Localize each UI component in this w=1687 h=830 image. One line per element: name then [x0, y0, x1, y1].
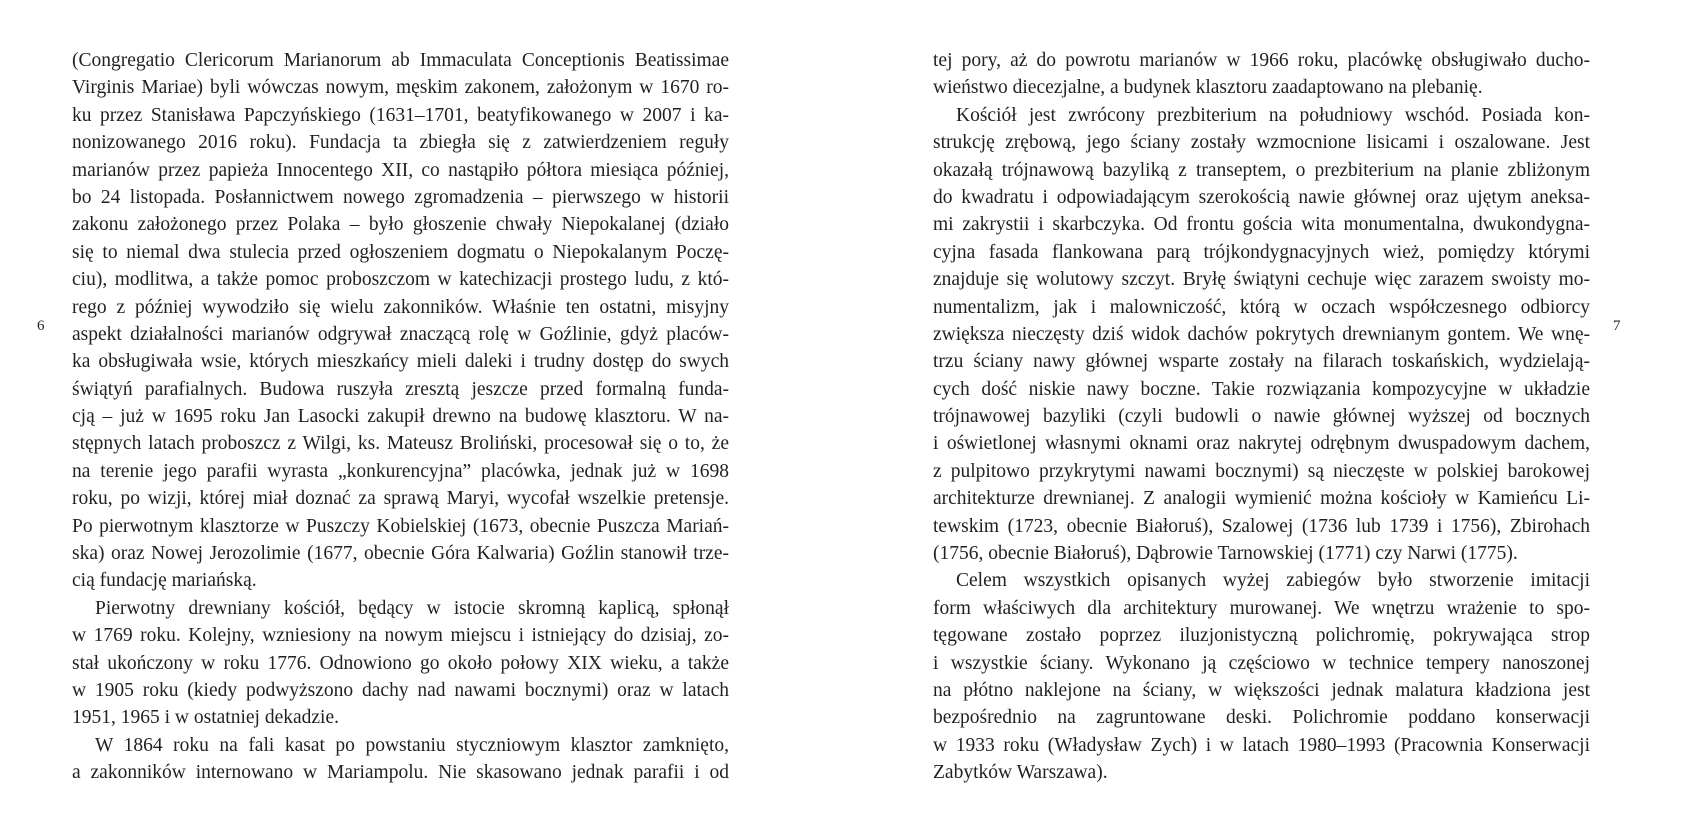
text-line: ku przez Stanisława Papczyńskiego (1631–1701, beatyfikowanego w 2007 i ka- — [72, 104, 729, 126]
text-line: stał ukończony w roku 1776. Odnowiono go około połowy XIX wieku, a także — [72, 652, 729, 674]
text-line: architekturze drewnianej. Z analogii wymienić można kościoły w Kamieńcu Li- — [933, 488, 1590, 510]
text-line: Pierwotny drewniany kościół, będący w istocie skromną kaplicą, spłonął — [95, 597, 729, 619]
text-line: stępnych latach proboszcz z Wilgi, ks. Mateusz Broliński, procesował się o to, że — [72, 433, 729, 455]
text-line: w 1769 roku. Kolejny, wzniesiony na nowym miejscu i istniejący do dzisiaj, zo- — [72, 625, 729, 647]
text-line: Celem wszystkich opisanych wyżej zabiegów było stworzenie imitacji — [956, 570, 1590, 592]
text-line: ska) oraz Nowej Jerozolimie (1677, obecnie Góra Kalwaria) Goźlin stanowił trze- — [72, 543, 729, 565]
text-line: znajduje się wolutowy szczyt. Bryłę świątyni cechuje więc zarazem swoisty mo- — [933, 269, 1590, 291]
text-line: trzu ściany nawy głównej wsparte zostały na filarach toskańskich, wydzielają- — [933, 351, 1590, 373]
text-line: 1951, 1965 i w ostatniej dekadzie. — [72, 707, 339, 729]
text-line: cją – już w 1695 roku Jan Lasocki zakupił drewno na budowę klasztoru. W na- — [72, 406, 729, 428]
text-line: cyjna fasada flankowana parą trójkondygnacyjnych wież, pomiędzy którymi — [933, 241, 1590, 263]
text-line: rego z później wywodziło się wielu zakonników. Właśnie ten ostatni, misyjny — [72, 296, 729, 318]
page-number-right: 7 — [1613, 318, 1621, 334]
text-line: okazałą trójnawową bazyliką z transeptem, o prezbiterium na planie zbliżonym — [933, 159, 1590, 181]
text-line: roku, po wizji, której miał doznać za sprawą Maryi, wycofał wszelkie pretensje. — [72, 488, 729, 510]
text-line: form właściwych dla architektury murowanej. We wnętrzu wrażenie to spo- — [933, 597, 1590, 619]
text-line: W 1864 roku na fali kasat po powstaniu styczniowym klasztor zamknięto, — [95, 734, 729, 756]
text-line: na terenie jego parafii wyrasta „konkurencyjna” placówka, jednak już w 1698 — [72, 460, 729, 482]
text-line: strukcję zrębową, jego ściany zostały wzmocnione lisicami i oszalowane. Jest — [933, 132, 1590, 154]
text-line: Virginis Mariae) byli wówczas nowym, męskim zakonem, założonym w 1670 ro- — [72, 77, 729, 99]
text-line: świątyń parafialnych. Budowa ruszyła zresztą jeszcze przed formalną funda- — [72, 378, 729, 400]
text-line: cych dość niskie nawy boczne. Takie rozwiązania kompozycyjne w układzie — [933, 378, 1590, 400]
page-number-left: 6 — [37, 318, 45, 334]
text-line: marianów przez papieża Innocentego XII, co nastąpiło półtora miesiąca później, — [72, 159, 729, 181]
text-line: nonizowanego 2016 roku). Fundacja ta zbiegła się z zatwierdzeniem reguły — [72, 132, 729, 154]
text-line: bezpośrednio na zagruntowane deski. Polichromie poddano konserwacji — [933, 707, 1590, 729]
text-line: zakonu założonego przez Polaka – było głoszenie chwały Niepokalanej (działo — [72, 214, 729, 236]
text-line: w 1905 roku (kiedy podwyższono dachy nad nawami bocznymi) oraz w latach — [72, 679, 729, 701]
text-line: i wszystkie ściany. Wykonano ją częściowo w technice tempery nanoszonej — [933, 652, 1590, 674]
text-line: tej pory, aż do powrotu marianów w 1966 roku, placówkę obsługiwało ducho- — [933, 50, 1590, 71]
text-line: trójnawowej bazyliki (czyli budowli o nawie głównej wyższej od bocznych — [933, 406, 1590, 428]
text-line: się to niemal dwa stulecia przed ogłoszeniem dogmatu o Niepokalanym Poczę- — [72, 241, 729, 263]
text-line: aspekt działalności marianów odgrywał znaczącą rolę w Goźlinie, gdyż placów- — [72, 323, 729, 345]
text-line: tęgowane zostało poprzez iluzjonistyczną polichromię, pokrywająca strop — [933, 625, 1590, 647]
text-column-left — [72, 47, 729, 787]
text-line: numentalizm, jak i malowniczość, którą w oczach współczesnego odbiorcy — [933, 296, 1590, 318]
text-line: a zakonników internowano w Mariampolu. Nie skasowano jednak parafii i od — [72, 762, 729, 784]
text-line: i oświetlonej własnymi oknami oraz nakrytej odrębnym dwuspadowym dachem, — [933, 433, 1590, 455]
text-line: bo 24 listopada. Posłannictwem nowego zgromadzenia – pierwszego w historii — [72, 186, 729, 208]
text-line: z pulpitowo przykrytymi nawami bocznymi) są nieczęste w polskiej barokowej — [933, 460, 1590, 482]
text-line: wieństwo diecezjalne, a budynek klasztoru zaadaptowano na plebanię. — [933, 77, 1483, 99]
text-line: (1756, obecnie Białoruś), Dąbrowie Tarnowskiej (1771) czy Narwi (1775). — [933, 543, 1518, 565]
text-line: (Congregatio Clericorum Marianorum ab Immaculata Conceptionis Beatissimae — [72, 50, 729, 71]
text-line: tewskim (1723, obecnie Białoruś), Szalowej (1736 lub 1739 i 1756), Zbirohach — [933, 515, 1590, 537]
text-line: w 1933 roku (Władysław Zych) i w latach 1980–1993 (Pracownia Konserwacji — [933, 734, 1590, 756]
text-line: na płótno naklejone na ściany, w większości jednak malatura kładziona jest — [933, 679, 1590, 701]
text-line: mi zakrystii i skarbczyka. Od frontu gościa wita monumentalna, dwukondygna- — [933, 214, 1590, 236]
text-line: ka obsługiwała wsie, których mieszkańcy mieli daleki i trudny dostęp do swych — [72, 351, 729, 373]
text-line: do kwadratu i odpowiadającym szerokością nawie głównej oraz ujętym aneksa- — [933, 186, 1590, 208]
text-column-right — [933, 47, 1590, 787]
text-line: Zabytków Warszawa). — [933, 762, 1108, 784]
text-line: Po pierwotnym klasztorze w Puszczy Kobielskiej (1673, obecnie Puszcza Mariań- — [72, 515, 729, 537]
text-line: zwiększa nieczęsty dziś widok dachów pokrytych drewnianym gontem. We wnę- — [933, 323, 1590, 345]
text-line: Kościół jest zwrócony prezbiterium na południowy wschód. Posiada kon- — [956, 104, 1590, 126]
text-line: cią fundację mariańską. — [72, 570, 257, 592]
text-line: ciu), modlitwa, a także pomoc proboszczom w katechizacji prostego ludu, z któ- — [72, 269, 729, 291]
